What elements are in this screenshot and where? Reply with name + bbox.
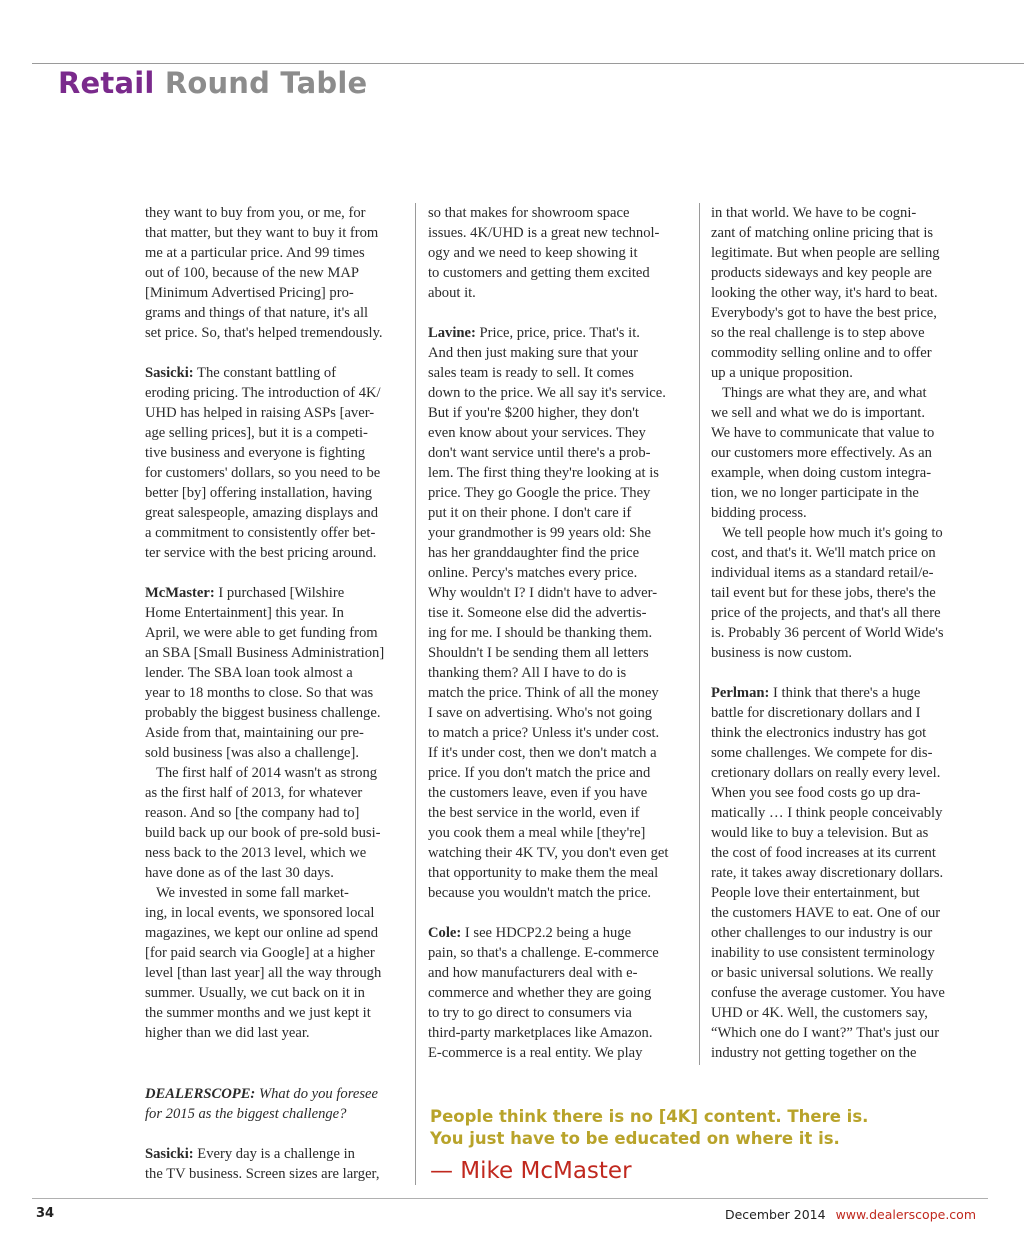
line-text: ing for me. I should be thanking them. (428, 625, 653, 641)
line-text: ing, in local events, we sponsored local (145, 905, 375, 921)
line-text: Everybody's got to have the best price, (711, 305, 937, 321)
line-text: bidding process. (711, 505, 807, 521)
text-line (428, 603, 693, 623)
line-text: eroding pricing. The introduction of 4K/ (145, 385, 381, 401)
line-text: pain, so that's a challenge. E-commerce (428, 945, 659, 961)
line-text: down to the price. We all say it's service. (428, 385, 666, 401)
text-line (428, 1023, 693, 1043)
line-text: even know about your services. They (428, 425, 646, 441)
line-text: so the real challenge is to step above (711, 325, 925, 341)
text-line (428, 623, 693, 643)
text-line (145, 603, 407, 623)
line-text: [for paid search via Google] at a higher (145, 945, 375, 961)
speaker-name: Sasicki: (145, 365, 194, 381)
text-line (428, 943, 693, 963)
text-line (711, 643, 976, 663)
text-line (145, 723, 407, 743)
text-line (711, 1043, 976, 1063)
pull-quote-line-1: People think there is no [4K] content. There is. (430, 1107, 869, 1126)
paragraph-gap (428, 303, 693, 323)
text-line (428, 703, 693, 723)
text-line (711, 1023, 976, 1043)
line-text: Price, price, price. That's it. (475, 325, 640, 341)
text-line (428, 883, 693, 903)
line-text: in that world. We have to be cogni- (711, 205, 917, 221)
line-text: commodity selling online and to offer (711, 345, 932, 361)
question-text: What do you foresee (255, 1086, 378, 1102)
text-line (711, 383, 976, 403)
text-line (711, 543, 976, 563)
text-line (711, 523, 976, 543)
text-line (428, 543, 693, 563)
line-text: we sell and what we do is important. (711, 405, 925, 421)
line-text: think the electronics industry has got (711, 725, 927, 741)
line-text: UHD or 4K. Well, the customers say, (711, 1005, 928, 1021)
line-text: match the price. Think of all the money (428, 685, 659, 701)
text-line (711, 243, 976, 263)
text-line (428, 503, 693, 523)
text-line (428, 523, 693, 543)
line-text: legitimate. But when people are selling (711, 245, 940, 261)
line-text: they want to buy from you, or me, for (145, 205, 366, 221)
paragraph-gap (711, 663, 976, 683)
line-text: “Which one do I want?” That's just our (711, 1025, 940, 1041)
issue-date: December 2014 (724, 1207, 826, 1222)
line-text: a commitment to consistently offer bet- (145, 525, 376, 541)
text-line (145, 923, 407, 943)
line-text: age selling prices], but it is a competi- (145, 425, 368, 441)
line-text: confuse the average customer. You have (711, 985, 945, 1001)
text-line (145, 583, 407, 603)
line-text: tise it. Someone else did the advertis- (428, 605, 647, 621)
column-divider-1 (415, 203, 416, 1185)
text-line (145, 1084, 407, 1104)
line-text: have done as of the last 30 days. (145, 865, 334, 881)
pull-quote-line-2: You just have to be educated on where it is. (430, 1129, 840, 1148)
line-text: to customers and getting them excited (428, 265, 650, 281)
section-title-rest: Round Table (164, 66, 368, 100)
line-text: out of 100, because of the new MAP (145, 265, 359, 281)
line-text: third-party marketplaces like Amazon. (428, 1025, 653, 1041)
text-line (428, 263, 693, 283)
column-divider-2 (699, 203, 700, 1065)
text-line (711, 463, 976, 483)
pull-quote-attribution: — Mike McMaster (430, 1158, 632, 1184)
text-line (145, 363, 407, 383)
line-text: The constant battling of (193, 365, 337, 381)
line-text: industry not getting together on the (711, 1045, 917, 1061)
line-text: We tell people how much it's going to (711, 525, 943, 541)
line-text: probably the biggest business challenge. (145, 705, 381, 721)
line-text: level [than last year] all the way through (145, 965, 382, 981)
text-line (711, 683, 976, 703)
line-text: looking the other way, it's hard to beat. (711, 285, 938, 301)
text-line (145, 983, 407, 1003)
text-line (428, 763, 693, 783)
text-line (711, 903, 976, 923)
line-text: If it's under cost, then we don't match a (428, 745, 657, 761)
text-line (428, 463, 693, 483)
line-text: the TV business. Screen sizes are larger, (145, 1166, 380, 1182)
text-line (145, 783, 407, 803)
text-line (428, 563, 693, 583)
text-line (145, 1023, 407, 1043)
line-text: products sideways and key people are (711, 265, 932, 281)
text-line (428, 743, 693, 763)
line-text: Things are what they are, and what (711, 385, 927, 401)
line-text: higher than we did last year. (145, 1025, 310, 1041)
text-line (145, 963, 407, 983)
text-line (145, 243, 407, 263)
text-line (145, 423, 407, 443)
line-text: thanking them? All I have to do is (428, 665, 627, 681)
line-text: zant of matching online pricing that is (711, 225, 934, 241)
line-text: We invested in some fall market- (145, 885, 349, 901)
text-line (428, 1003, 693, 1023)
line-text: to try to go direct to consumers via (428, 1005, 632, 1021)
text-line (428, 683, 693, 703)
text-line (145, 623, 407, 643)
line-text: your grandmother is 99 years old: She (428, 525, 651, 541)
footer-rule (32, 1198, 988, 1199)
pull-quote (430, 1106, 868, 1150)
line-text: Home Entertainment] this year. In (145, 605, 344, 621)
line-text: lender. The SBA loan took almost a (145, 665, 353, 681)
text-line (145, 803, 407, 823)
text-line (428, 983, 693, 1003)
text-line (428, 1043, 693, 1063)
text-line (428, 283, 693, 303)
line-text: has her granddaughter find the price (428, 545, 640, 561)
text-line (145, 1003, 407, 1023)
text-line (145, 263, 407, 283)
line-text: inability to use consistent terminology (711, 945, 935, 961)
text-line (711, 503, 976, 523)
text-line (428, 483, 693, 503)
line-text: set price. So, that's helped tremendously. (145, 325, 383, 341)
line-text: price. If you don't match the price and (428, 765, 651, 781)
text-line (428, 843, 693, 863)
line-text: or basic universal solutions. We really (711, 965, 934, 981)
text-line (428, 443, 693, 463)
line-text: year to 18 months to close. So that was (145, 685, 374, 701)
line-text: tion, we no longer participate in the (711, 485, 919, 501)
paragraph-gap (145, 563, 407, 583)
line-text: the cost of food increases at its current (711, 845, 936, 861)
line-text: lem. The first thing they're looking at is (428, 465, 659, 481)
line-text: But if you're $200 higher, they don't (428, 405, 639, 421)
text-line (145, 203, 407, 223)
article-column-2 (428, 203, 693, 1063)
text-line (145, 1144, 407, 1164)
text-line (711, 303, 976, 323)
line-text: cretionary dollars on really every level. (711, 765, 941, 781)
article-column-3 (711, 203, 976, 1063)
line-text: the best service in the world, even if (428, 805, 640, 821)
text-line (145, 1104, 407, 1124)
line-text: People love their entertainment, but (711, 885, 920, 901)
line-text: matically … I think people conceivably (711, 805, 943, 821)
speaker-name: DEALERSCOPE: (145, 1086, 256, 1102)
text-line (711, 323, 976, 343)
line-text: I see HDCP2.2 being a huge (461, 925, 632, 941)
text-line (428, 203, 693, 223)
line-text: and how manufacturers deal with e- (428, 965, 638, 981)
line-text: to match a price? Unless it's under cost. (428, 725, 660, 741)
line-text: that matter, but they want to buy it from (145, 225, 379, 241)
text-line (711, 743, 976, 763)
section-title-accent: Retail (58, 66, 155, 100)
line-text: our customers more effectively. As an (711, 445, 932, 461)
line-text: E-commerce is a real entity. We play (428, 1045, 643, 1061)
line-text: [Minimum Advertised Pricing] pro- (145, 285, 354, 301)
article-column-1 (145, 203, 407, 1043)
text-line (711, 963, 976, 983)
text-line (711, 403, 976, 423)
text-line (428, 403, 693, 423)
text-line (711, 623, 976, 643)
text-line (428, 823, 693, 843)
line-text: for customers' dollars, so you need to be (145, 465, 381, 481)
section-title (58, 66, 367, 100)
text-line (145, 483, 407, 503)
line-text: reason. And so [the company had to] (145, 805, 360, 821)
text-line (711, 263, 976, 283)
text-line (428, 343, 693, 363)
line-text: the customers HAVE to eat. One of our (711, 905, 941, 921)
text-line (145, 463, 407, 483)
text-line (711, 723, 976, 743)
text-line (145, 523, 407, 543)
text-line (711, 823, 976, 843)
line-text: business is now custom. (711, 645, 853, 661)
line-text: online. Percy's matches every price. (428, 565, 638, 581)
speaker-name: Perlman: (711, 685, 770, 701)
text-line (428, 803, 693, 823)
text-line (428, 323, 693, 343)
line-text: because you wouldn't match the price. (428, 885, 652, 901)
text-line (145, 303, 407, 323)
text-line (711, 603, 976, 623)
line-text: When you see food costs go up dra- (711, 785, 921, 801)
text-line (428, 583, 693, 603)
line-text: magazines, we kept our online ad spend (145, 925, 379, 941)
line-text: better [by] offering installation, having (145, 485, 373, 501)
text-line (145, 743, 407, 763)
text-line (711, 783, 976, 803)
line-text: me at a particular price. And 99 times (145, 245, 365, 261)
text-line (145, 323, 407, 343)
text-line (428, 663, 693, 683)
page-number: 34 (36, 1206, 55, 1221)
line-text: April, we were able to get funding from (145, 625, 378, 641)
line-text: I purchased [Wilshire (214, 585, 345, 601)
line-text: is. Probably 36 percent of World Wide's (711, 625, 944, 641)
line-text: tive business and everyone is fighting (145, 445, 366, 461)
text-line (711, 363, 976, 383)
line-text: build back up our book of pre-sold busi- (145, 825, 381, 841)
text-line (145, 943, 407, 963)
text-line (711, 843, 976, 863)
text-line (145, 903, 407, 923)
text-line (711, 863, 976, 883)
text-line (145, 703, 407, 723)
line-text: grams and things of that nature, it's all (145, 305, 369, 321)
line-text: commerce and whether they are going (428, 985, 652, 1001)
line-text: sales team is ready to sell. It comes (428, 365, 634, 381)
line-text: up a unique proposition. (711, 365, 853, 381)
line-text: The first half of 2014 wasn't as strong (145, 765, 378, 781)
line-text: tail event but for these jobs, there's the (711, 585, 936, 601)
paragraph-gap (428, 903, 693, 923)
speaker-name: Lavine: (428, 325, 476, 341)
text-line (428, 223, 693, 243)
text-line (145, 643, 407, 663)
line-text: example, when doing custom integra- (711, 465, 932, 481)
text-line (145, 403, 407, 423)
line-text: cost, and that's it. We'll match price on (711, 545, 936, 561)
line-text: UHD has helped in raising ASPs [aver- (145, 405, 375, 421)
speaker-name: Cole: (428, 925, 462, 941)
text-line (145, 223, 407, 243)
line-text: ter service with the best pricing around. (145, 545, 377, 561)
line-text: individual items as a standard retail/e- (711, 565, 934, 581)
line-text: Every day is a challenge in (193, 1146, 355, 1162)
text-line (711, 483, 976, 503)
line-text: so that makes for showroom space (428, 205, 630, 221)
text-line (145, 763, 407, 783)
line-text: I save on advertising. Who's not going (428, 705, 653, 721)
text-line (145, 283, 407, 303)
line-text: Why wouldn't I? I didn't have to adver- (428, 585, 658, 601)
line-text: price of the projects, and that's all there (711, 605, 941, 621)
text-line (428, 383, 693, 403)
line-text: ness back to the 2013 level, which we (145, 845, 367, 861)
text-line (711, 203, 976, 223)
line-text: an SBA [Small Business Administration] (145, 645, 385, 661)
text-line (428, 423, 693, 443)
line-text: about it. (428, 285, 476, 301)
text-line (145, 883, 407, 903)
text-line (711, 763, 976, 783)
website-link[interactable]: www.dealerscope.com (835, 1207, 976, 1222)
text-line (145, 663, 407, 683)
speaker-name: Sasicki: (145, 1146, 194, 1162)
text-line (145, 863, 407, 883)
text-line (711, 423, 976, 443)
paragraph-gap (145, 343, 407, 363)
text-line (428, 243, 693, 263)
line-text: other challenges to our industry is our (711, 925, 933, 941)
text-line (711, 443, 976, 463)
line-text: would like to buy a television. But as (711, 825, 929, 841)
line-text: Aside from that, maintaining our pre- (145, 725, 364, 741)
text-line (711, 563, 976, 583)
text-line (428, 723, 693, 743)
text-line (711, 803, 976, 823)
text-line (145, 823, 407, 843)
speaker-name: McMaster: (145, 585, 215, 601)
text-line (711, 583, 976, 603)
text-line (428, 643, 693, 663)
text-line (145, 683, 407, 703)
text-line (711, 943, 976, 963)
text-line (711, 343, 976, 363)
question-text: for 2015 as the biggest challenge? (145, 1106, 347, 1122)
line-text: the summer months and we just kept it (145, 1005, 371, 1021)
line-text: sold business [was also a challenge]. (145, 745, 359, 761)
footer-info (725, 1207, 976, 1222)
text-line (145, 503, 407, 523)
text-line (145, 1164, 407, 1184)
line-text: We have to communicate that value to (711, 425, 935, 441)
line-text: great salespeople, amazing displays and (145, 505, 379, 521)
line-text: that opportunity to make them the meal (428, 865, 659, 881)
article-column-1-continued (145, 1084, 407, 1184)
line-text: summer. Usually, we cut back on it in (145, 985, 365, 1001)
line-text: Shouldn't I be sending them all letters (428, 645, 649, 661)
paragraph-gap (145, 1124, 407, 1144)
text-line (711, 983, 976, 1003)
line-text: issues. 4K/UHD is a great new technol- (428, 225, 660, 241)
line-text: rate, it takes away discretionary dollars. (711, 865, 944, 881)
header-rule (32, 63, 1024, 64)
text-line (145, 383, 407, 403)
text-line (711, 703, 976, 723)
text-line (428, 963, 693, 983)
text-line (711, 1003, 976, 1023)
line-text: as the first half of 2013, for whatever (145, 785, 363, 801)
text-line (711, 283, 976, 303)
line-text: the customers leave, even if you have (428, 785, 648, 801)
text-line (428, 363, 693, 383)
text-line (428, 863, 693, 883)
text-line (428, 783, 693, 803)
line-text: you cook them a meal while [they're] (428, 825, 646, 841)
text-line (145, 543, 407, 563)
line-text: put it on their phone. I don't care if (428, 505, 632, 521)
line-text: I think that there's a huge (769, 685, 921, 701)
line-text: battle for discretionary dollars and I (711, 705, 921, 721)
text-line (145, 843, 407, 863)
line-text: And then just making sure that your (428, 345, 638, 361)
line-text: don't want service until there's a prob- (428, 445, 651, 461)
line-text: watching their 4K TV, you don't even get (428, 845, 669, 861)
text-line (711, 223, 976, 243)
text-line (711, 923, 976, 943)
line-text: price. They go Google the price. They (428, 485, 651, 501)
line-text: ogy and we need to keep showing it (428, 245, 638, 261)
text-line (145, 443, 407, 463)
text-line (428, 923, 693, 943)
line-text: some challenges. We compete for dis- (711, 745, 933, 761)
text-line (711, 883, 976, 903)
